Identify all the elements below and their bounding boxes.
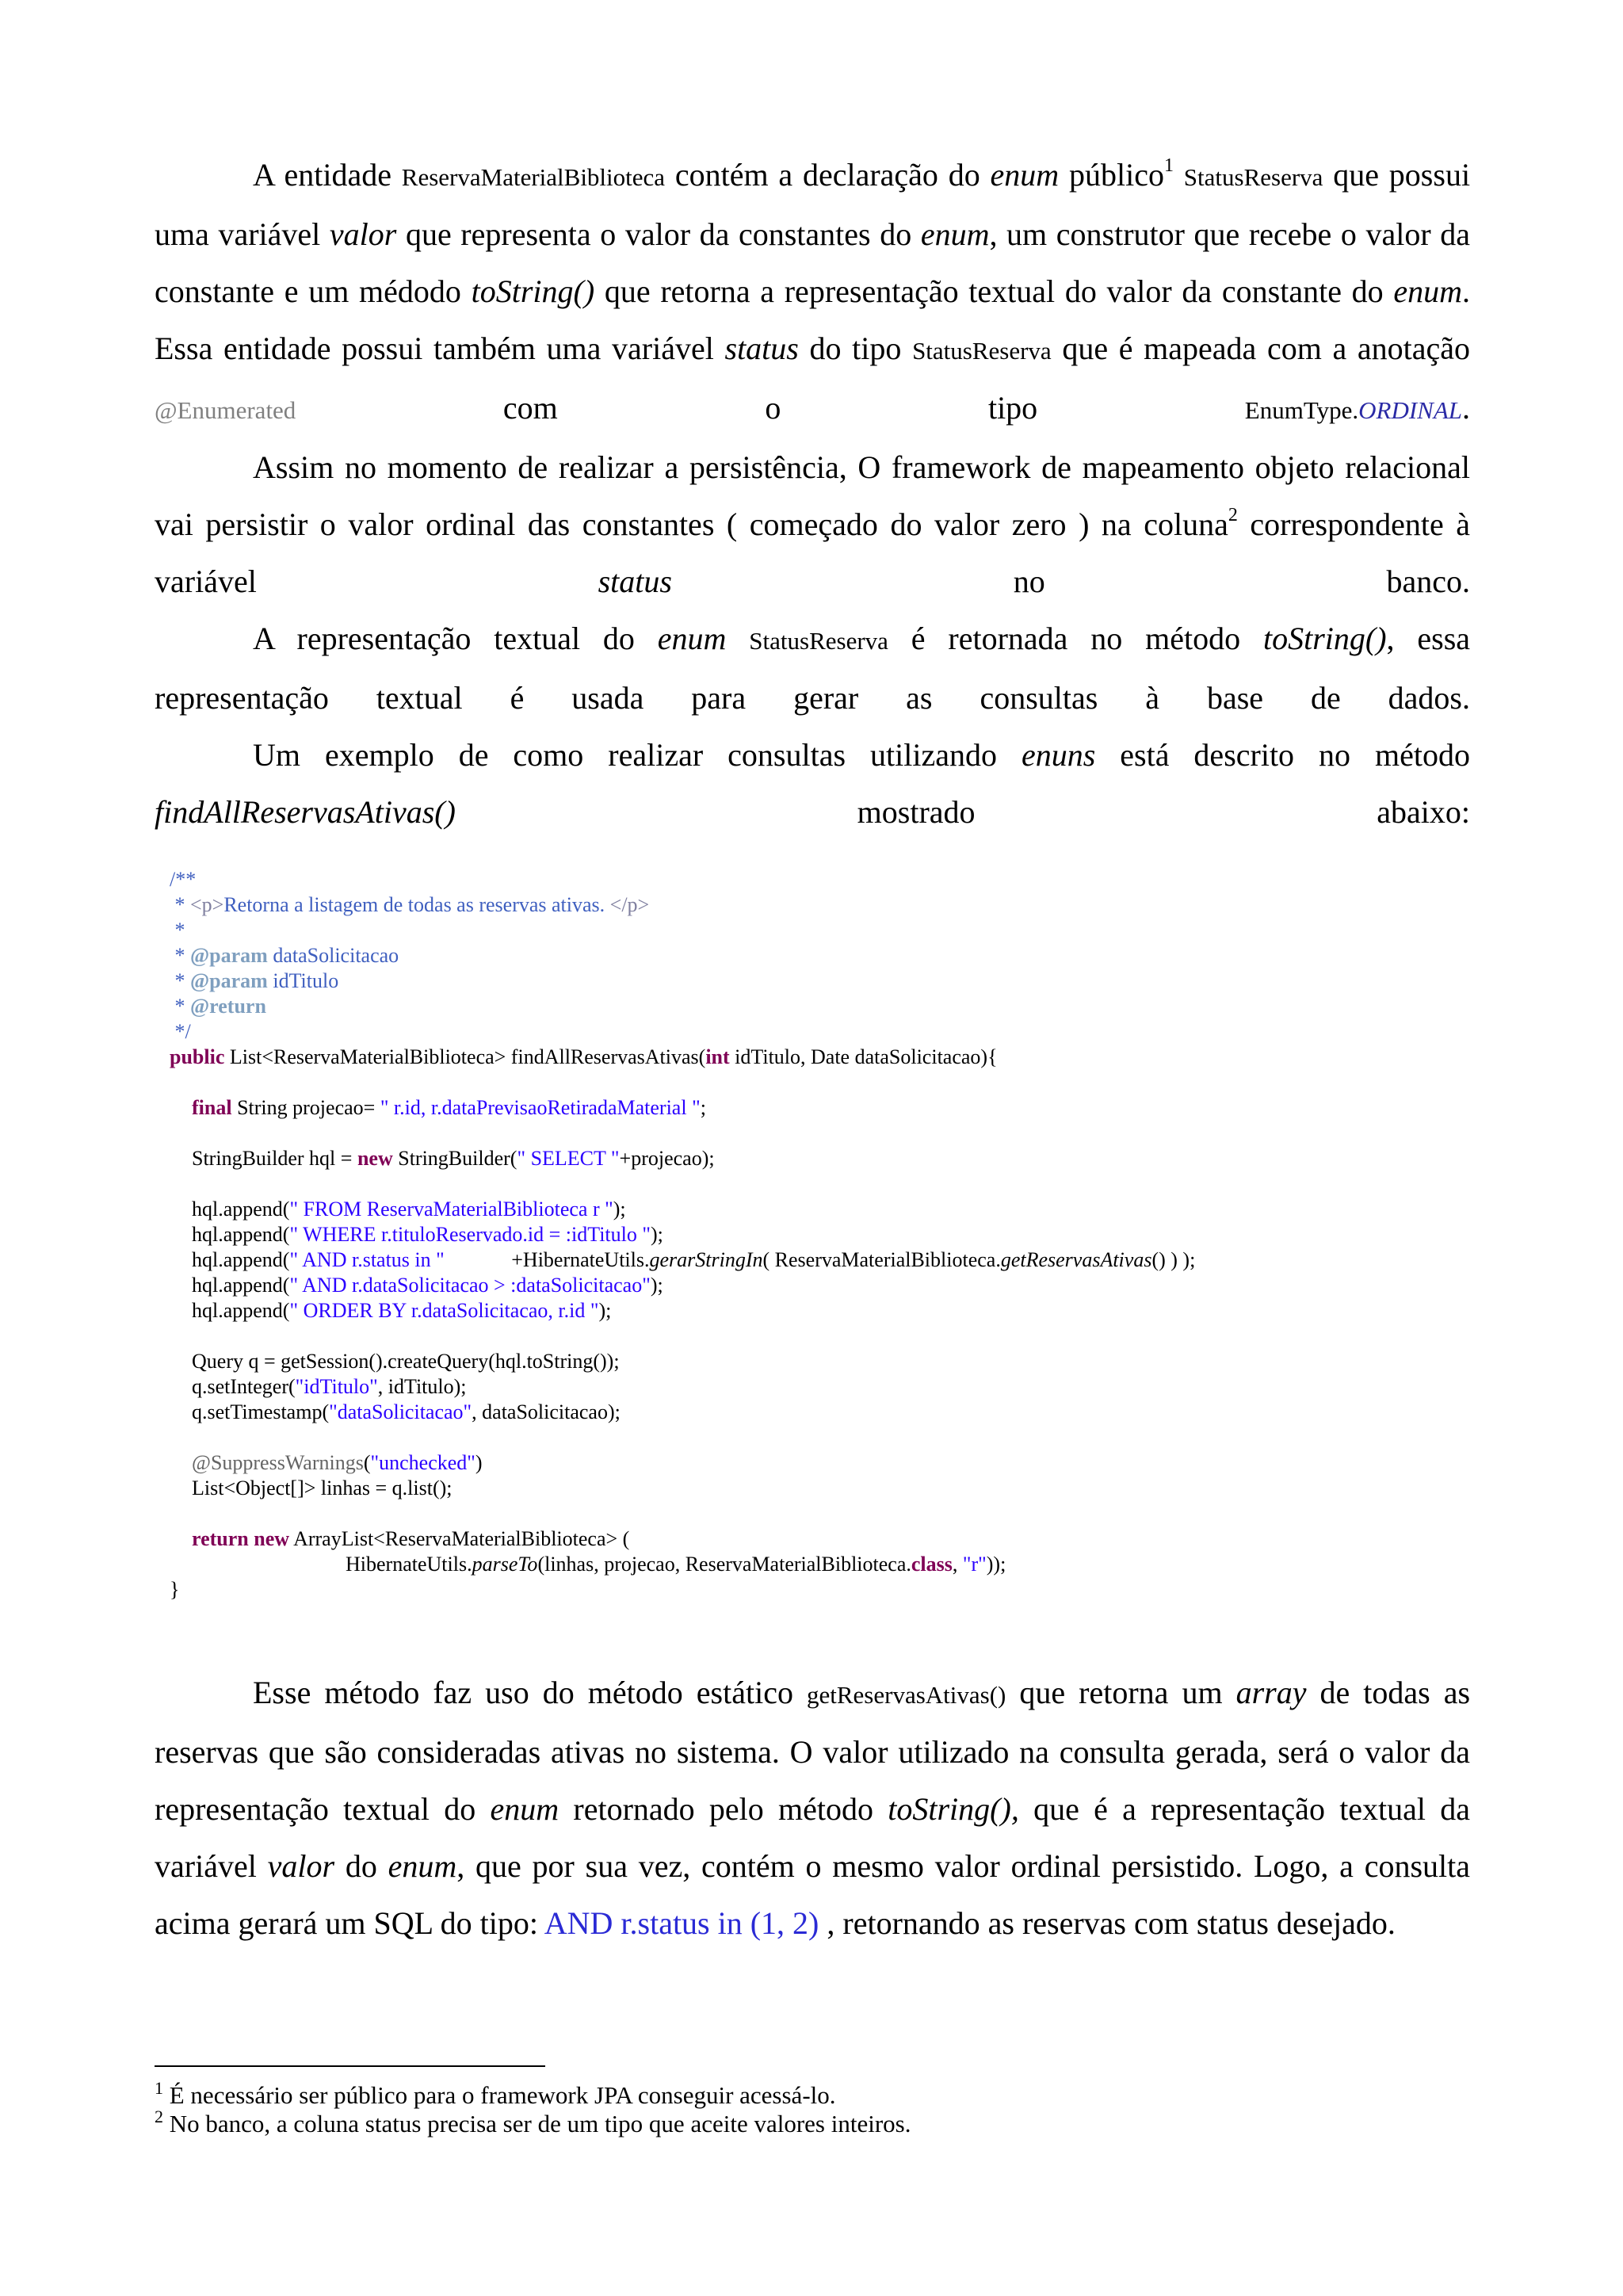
code-line: * <p>Retorna a listagem de todas as reservas ativas. </p> (170, 893, 650, 916)
code-line: * @return (170, 995, 266, 1018)
footnote-ref-2: 2 (1228, 505, 1238, 525)
paragraph-example-intro: Um exemplo de como realizar consultas utilizando enuns está descrito no método findAllReservasAtivas() mostrado abaixo: (155, 737, 1470, 830)
paragraph-enum-declaration: A entidade ReservaMaterialBiblioteca contém a declaração do enum público$^1$ StatusReserva que possui uma variável valor que representa o valor da constantes do enum, um construtor que recebe o valor da constante e um médodo toString() que retorna a representação textual do valor da constante do enum. Essa entidade possui também uma variável status do tipo StatusReserva que é mapeada com a anotação @Enumerated com o tipo EnumType.ORDINAL. (155, 155, 1471, 426)
code-line: hql.append(" ORDER BY r.dataSolicitacao, r.id "); (192, 1299, 612, 1322)
code-line: hql.append(" WHERE r.tituloReservado.id = :idTitulo "); (192, 1223, 663, 1246)
code-line: List<Object[]> linhas = q.list(); (192, 1477, 453, 1499)
paragraph-persistence: Assim no momento de realizar a persistência, O framework de mapeamento objeto relacional vai persistir o valor ordinal das constantes ( começado do valor zero ) na coluna$^2$ correspondente à variável status no banco. (155, 449, 1471, 599)
sql-example: AND r.status in (1, 2) (544, 1905, 819, 1941)
code-line: */ (170, 1020, 191, 1043)
code-line: return new ArrayList<ReservaMaterialBiblioteca> ( (192, 1527, 630, 1550)
paragraph-method-explanation: Esse método faz uso do método estático getReservasAtivas() que retorna um array de todas as reservas que são consideradas ativas no sistema. O valor utilizado na consulta gerada, será o valor da representação textual do enum retornado pelo método toString(), que é a representação textual da variável valor do enum, que por sua vez, contém o mesmo valor ordinal persistido. Logo, a consulta acima gerará um SQL do tipo: AND r.status in (1, 2) , retornando as reservas com status desejado. (155, 1675, 1471, 1941)
code-line: public List<ReservaMaterialBiblioteca> findAllReservasAtivas(int idTitulo, Date dataSolicitacao){ (170, 1045, 998, 1068)
paragraph-textual-representation: A representação textual do enum StatusReserva é retornada no método toString(), essa representação textual é usada para gerar as consultas à base de dados. (155, 621, 1471, 716)
code-line: StringBuilder hql = new StringBuilder(" SELECT "+projecao); (192, 1147, 715, 1170)
code-line: } (170, 1578, 180, 1601)
body-text-bottom (155, 1664, 1470, 1952)
code-line: Query q = getSession().createQuery(hql.toString()); (192, 1350, 620, 1373)
code-line: hql.append(" AND r.dataSolicitacao > :dataSolicitacao"); (192, 1274, 663, 1297)
footnote-1: $^1$ É necessário ser público para o framework JPA conseguir acessá-lo. (155, 2078, 836, 2109)
footnote-2: $^2$ No banco, a coluna status precisa ser de um tipo que aceite valores inteiros. (155, 2107, 911, 2137)
code-listing (170, 867, 1485, 1603)
footnote-ref-1: 1 (1163, 155, 1174, 176)
code-line: q.setInteger("idTitulo", idTitulo); (192, 1375, 467, 1398)
code-line: * (170, 919, 185, 942)
code-line: hql.append(" AND r.status in " +HibernateUtils.gerarStringIn( ReservaMaterialBiblioteca.getReservasAtivas() ) ); (192, 1248, 1196, 1271)
code-line: hql.append(" FROM ReservaMaterialBiblioteca r "); (192, 1198, 626, 1221)
body-text-top (155, 147, 1470, 841)
code-line: * @param dataSolicitacao (170, 944, 399, 967)
code-line: * @param idTitulo (170, 969, 339, 992)
code-line: q.setTimestamp("dataSolicitacao", dataSolicitacao); (192, 1400, 621, 1423)
footnote-separator (155, 2065, 545, 2067)
code-line: final String projecao= " r.id, r.dataPrevisaoRetiradaMaterial "; (192, 1096, 706, 1119)
code-line: HibernateUtils.parseTo(linhas, projecao, ReservaMaterialBiblioteca.class, "r")); (346, 1553, 1006, 1576)
code-line: @SuppressWarnings("unchecked") (192, 1451, 483, 1474)
code-line: /** (170, 868, 197, 891)
